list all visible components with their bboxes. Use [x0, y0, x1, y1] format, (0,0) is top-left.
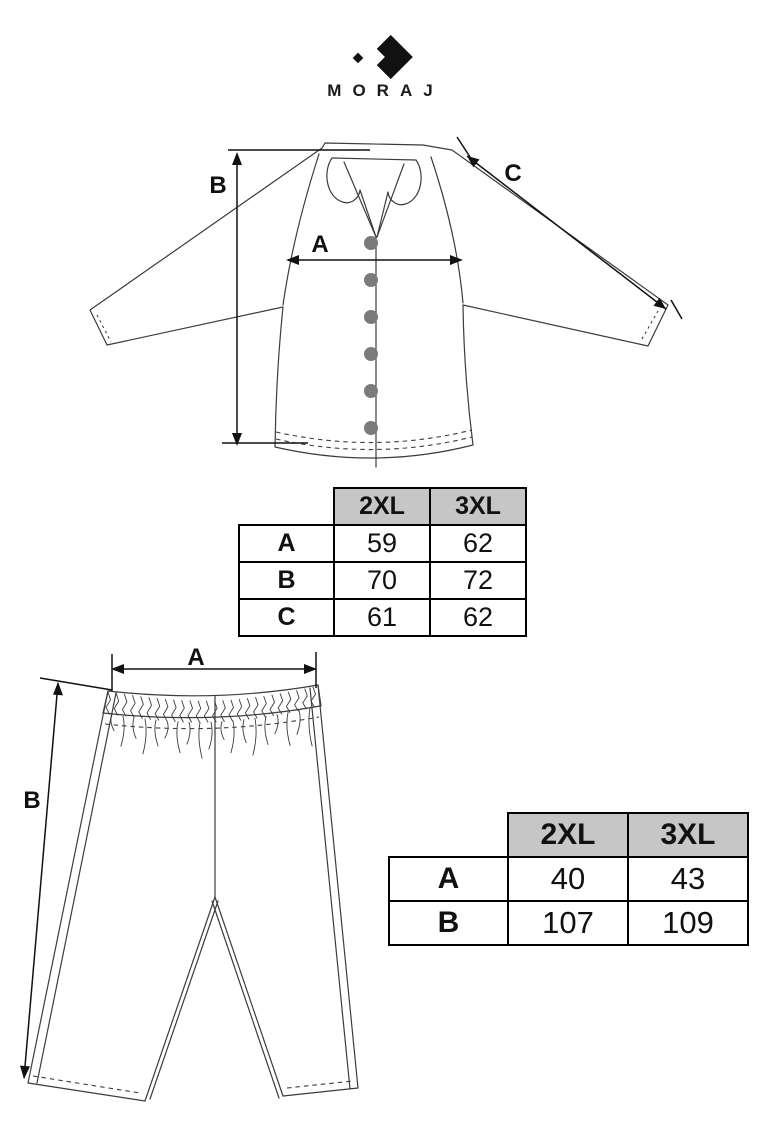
size-value-cell: 72 — [430, 562, 526, 599]
pants-left-hem — [28, 1083, 145, 1101]
measure-row-label: A — [389, 857, 508, 901]
shirt-measure-B — [209, 150, 370, 446]
shirt-left-armhole-seam — [283, 154, 319, 305]
shirt-label-C: C — [504, 160, 522, 187]
measure-row-label: B — [389, 901, 508, 945]
shirt-left-lapel — [327, 158, 376, 237]
size-value-cell: 61 — [334, 599, 430, 636]
size-value-cell: 70 — [334, 562, 430, 599]
shirt-collar-stand — [332, 158, 416, 160]
size-column-header: 2XL — [334, 488, 430, 525]
shirt-left-roll-line — [344, 162, 376, 237]
pants-measure-A — [111, 645, 317, 691]
shirt-measure-C — [457, 137, 682, 319]
size-value-cell: 62 — [430, 599, 526, 636]
shirt-label-A: A — [311, 231, 329, 258]
moraj-chevron-diamond-icon — [352, 32, 414, 82]
measure-row-label: C — [239, 599, 334, 636]
size-value-cell: 40 — [508, 857, 628, 901]
size-value-cell: 62 — [430, 525, 526, 562]
pants-right-inseam — [215, 897, 283, 1096]
table-corner-cell — [389, 813, 508, 857]
measure-row-label: A — [239, 525, 334, 562]
shirt-right-roll-line — [377, 164, 404, 237]
pants-label-A: A — [187, 645, 205, 671]
shirt-label-B: B — [209, 172, 227, 199]
measure-row-label: B — [239, 562, 334, 599]
pants-diagram — [15, 645, 380, 1110]
pants-label-B: B — [23, 787, 41, 814]
pants-right-hem — [283, 1088, 358, 1096]
brand-name: MORAJ — [327, 81, 444, 100]
shirt-right-lapel — [377, 160, 421, 237]
size-column-header: 3XL — [628, 813, 748, 857]
size-value-cell: 43 — [628, 857, 748, 901]
pants-right-inseam-double — [212, 901, 279, 1098]
pants-left-hem-stitch — [33, 1076, 140, 1093]
pants-right-side-seam — [310, 688, 350, 1089]
pants-waist-top — [108, 685, 318, 696]
pants-left-inseam — [145, 897, 215, 1101]
size-column-header: 3XL — [430, 488, 526, 525]
shirt-diagram — [80, 135, 695, 470]
shirt-outline — [90, 143, 668, 458]
pants-right-hem-stitch — [287, 1081, 353, 1088]
pants-left-side-seam — [37, 693, 116, 1083]
size-value-cell: 107 — [508, 901, 628, 945]
pants-size-table — [388, 812, 749, 946]
pants-left-inseam-double — [150, 901, 218, 1099]
size-value-cell: 109 — [628, 901, 748, 945]
shirt-right-armhole-seam — [431, 157, 463, 303]
pants-right-outer-edge — [318, 685, 358, 1088]
size-column-header: 2XL — [508, 813, 628, 857]
shirt-size-table — [238, 487, 527, 637]
table-corner-cell — [239, 488, 334, 525]
size-value-cell: 59 — [334, 525, 430, 562]
shirt-right-cuff-stitch — [642, 311, 658, 339]
